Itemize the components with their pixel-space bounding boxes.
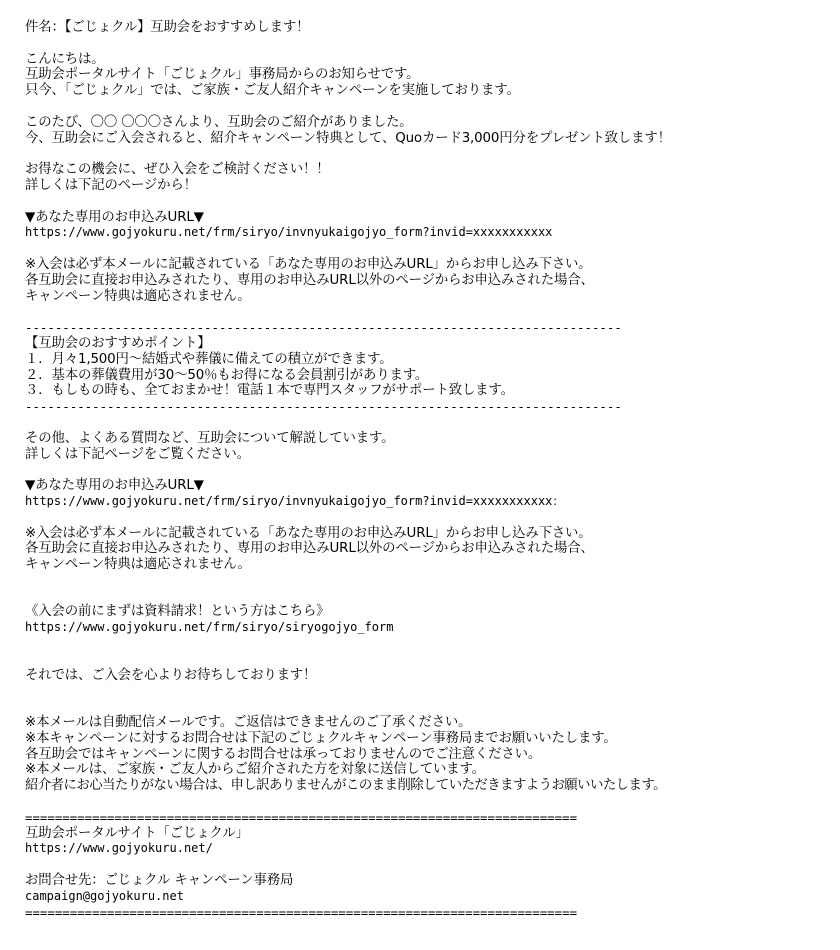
email-subject: 件名：【ごじょクル】互助会をおすすめします！ [25,20,310,35]
spacer [25,241,837,257]
brochure-url-link[interactable]: https://www.gojyokuru.net/frm/siryo/siryogojyo_form [25,620,394,635]
apply-url-heading: ▼あなた専用のお申込みURL▼ [25,209,204,225]
notice-line: キャンペーン特典は適応されません。 [25,557,251,573]
point-item: ２．基本の葬儀費用が30～50％もお得になる会員割引があります。 [25,367,429,383]
spacer [25,415,837,431]
spacer [25,573,837,605]
spacer [25,99,837,115]
footnote-line: 各互助会ではキャンペーンに関するお問合せは承っておりませんのでご注意ください。 [25,746,542,762]
signature-contact-label: お問合せ先：ごじょクル キャンペーン事務局 [25,873,294,889]
signature-rule: ========================================================================== [25,904,578,920]
notice-line: キャンペーン特典は適応されません。 [25,288,251,304]
spacer [25,36,837,52]
spacer [25,857,837,873]
footnote-line: ※本メールは、ご家族・ご友人からご紹介された方を対象に送信しています。 [25,762,485,778]
spacer [25,304,837,320]
email-body [25,20,837,920]
spacer [25,462,837,478]
notice-line: ※入会は必ず本メールに記載されている「あなた専用のお申込みURL」からお申し込み下さい。 [25,525,592,541]
faq-line: その他、よくある質問など、互助会について解説しています。 [25,430,395,446]
notice-line: 各互助会に直接お申込みされたり、専用のお申込みURL以外のページからお申込みされた場合、 [25,272,594,288]
footnote-line: ※本メールは自動配信メールです。ご返信はできませんのご了承ください。 [25,715,472,731]
intro-line: このたび、〇〇 〇〇〇さんより、互助会のご紹介がありました。 [25,114,413,130]
apply-url-heading: ▼あなた専用のお申込みURL▼ [25,478,204,494]
invite-line: お得なこの機会に、ぜひ入会をご検討ください！！ [25,162,330,178]
signature-site-name: 互助会ポータルサイト「ごじょクル」 [25,825,249,841]
signature-rule: ========================================================================== [25,809,578,825]
greeting-line: 互助会ポータルサイト「ごじょクル」事務局からのお知らせです。 [25,67,420,83]
spacer [25,794,837,810]
spacer [25,683,837,715]
dashed-separator: -------------------------------------------------------------------------------- [25,399,622,415]
spacer [25,510,837,526]
closing-line: それでは、ご入会を心よりお待ちしております！ [25,667,317,683]
dashed-separator: -------------------------------------------------------------------------------- [25,320,622,336]
footnote-line: 紹介者にお心当たりがない場合は、申し訳ありませんがこのまま削除していただきますようお願いいたします。 [25,778,666,794]
signature-email-link[interactable]: campaign@gojyokuru.net [25,888,184,903]
signature-site-url[interactable]: https://www.gojyokuru.net/ [25,841,213,856]
greeting-line: こんにちは。 [25,51,105,67]
greeting-line: 只今、「ごじょクル」では、ご家族・ご友人紹介キャンペーンを実施しております。 [25,83,520,99]
faq-line: 詳しくは下記ページをご覧ください。 [25,446,250,462]
intro-line: 今、互助会にご入会されると、紹介キャンペーン特典として、Quoカード3,000円分をプレゼント致します！ [25,130,671,146]
invite-line: 詳しくは下記のページから！ [25,177,197,193]
spacer [25,636,837,668]
notice-line: 各互助会に直接お申込みされたり、専用のお申込みURL以外のページからお申込みされた場合、 [25,541,594,557]
point-item: １．月々1,500円～結婚式や葬儀に備えての積立ができます。 [25,351,393,367]
notice-line: ※入会は必ず本メールに記載されている「あなた専用のお申込みURL」からお申し込み下さい。 [25,256,592,272]
footnote-line: ※本キャンペーンに対するお問合せは下記のごじょクルキャンペーン事務局までお願いいたします。 [25,730,617,746]
apply-url-link[interactable]: https://www.gojyokuru.net/frm/siryo/invnyukaigojyo_form?invid=xxxxxxxxxxx： [25,493,565,508]
spacer [25,146,837,162]
points-title: 【互助会のおすすめポイント】 [25,335,211,351]
brochure-text: 《入会の前にまずは資料請求！という方はこちら》 [25,604,330,620]
spacer [25,194,837,210]
point-item: ３．もしもの時も、全ておまかせ！電話１本で専門スタッフがサポート致します。 [25,383,514,399]
apply-url-link[interactable]: https://www.gojyokuru.net/frm/siryo/invnyukaigojyo_form?invid=xxxxxxxxxxx [25,225,553,240]
